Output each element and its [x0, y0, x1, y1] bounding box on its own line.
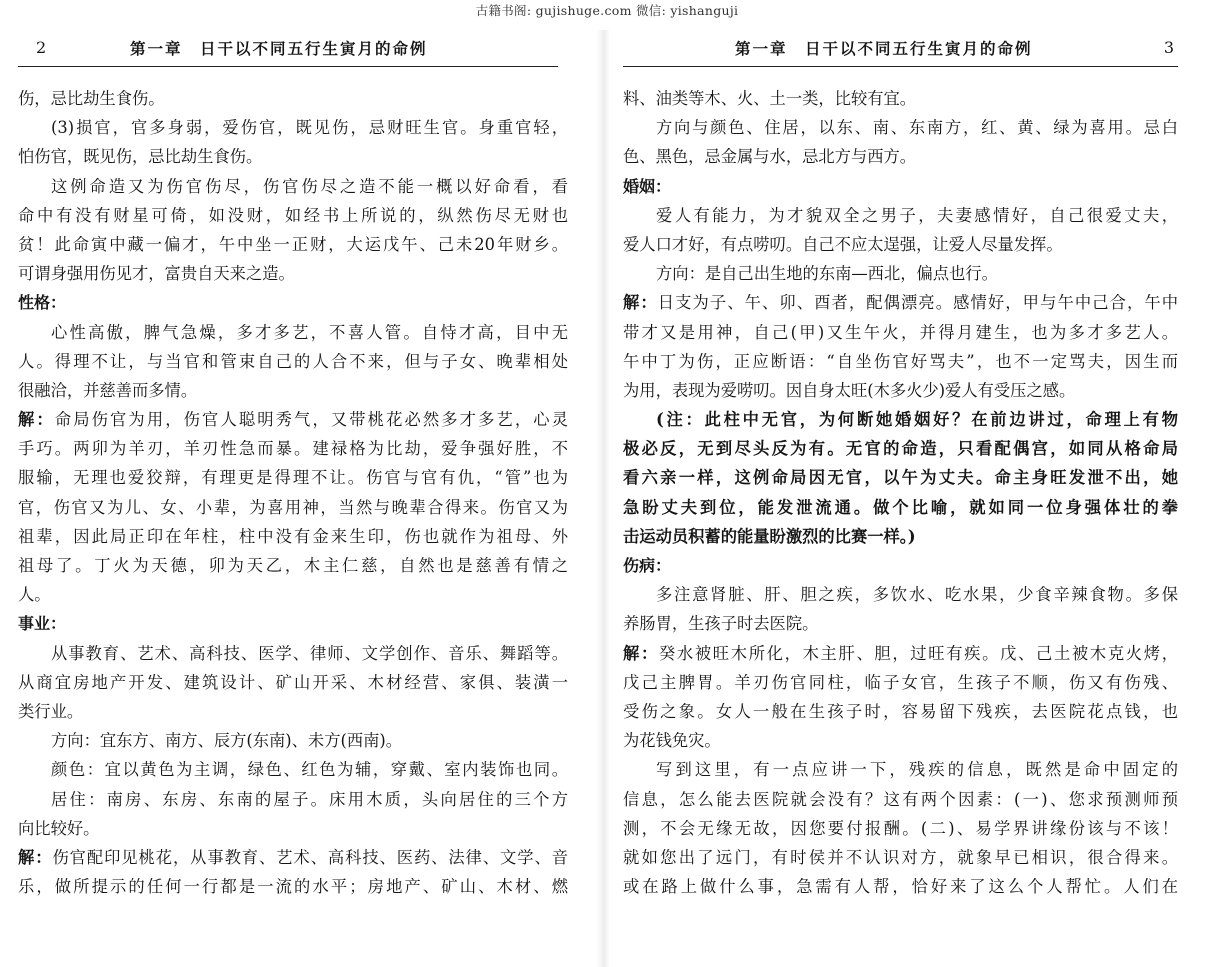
text-line: 类行业。: [18, 701, 84, 721]
text-line: 解：癸水被旺木所化，木主肝、胆，过旺有疾。戊、己土被木克火烤，: [623, 643, 1178, 663]
section-heading: 事业：: [18, 614, 67, 634]
text-line: 解：伤官配印见桃花，从事教育、艺术、高科技、医药、法律、文学、音: [18, 847, 568, 867]
text-line: 向比较好。: [18, 818, 100, 838]
note-line: 看六亲一样，这例命局因无官，以午为丈夫。命主身旺发泄不出，她: [623, 468, 1178, 488]
text-line: 从商宜房地产开发、建筑设计、矿山开采、木材经营、家俱、装潢一: [18, 672, 568, 692]
explain-label: 解：: [623, 293, 658, 313]
note-line: 极必反，无到尽头反为有。无官的命造，只看配偶宫，如同从格命局: [623, 439, 1178, 459]
text-line: 信息，怎么能去医院就会没有？这有两个因素：(一)、您求预测师预: [623, 789, 1178, 809]
text-line: 就如您出了远门，有时侯并不认识对方，就象早已相识，很合得来。: [623, 847, 1178, 867]
page-number: 2: [36, 38, 47, 57]
page-number: 3: [1163, 38, 1174, 57]
text-line: 乐，做所提示的任何一行都是一流的水平；房地产、矿山、木材、燃: [18, 877, 568, 897]
text-line: 命中有没有财星可倚，如没财，如经书上所说的，纵然伤尽无财也: [18, 205, 568, 225]
text-line: 色、黑色，忌金属与水，忌北方与西方。: [623, 147, 917, 167]
text-line: 方向：是自己出生地的东南—西北，偏点也行。: [656, 264, 998, 284]
left-page-body: [18, 84, 568, 901]
text-line: 怕伤官，既见伤，忌比劫生食伤。: [18, 147, 263, 167]
text-line: 爱人有能力，为才貌双全之男子，夫妻感情好，自己很爱丈夫，: [656, 205, 1178, 225]
right-page: [605, 0, 1214, 967]
text-line: 居住：南房、东房、东南的屋子。床用木质，头向居住的三个方: [51, 789, 568, 809]
text-line: 多注意肾脏、肝、胆之疾，多饮水、吃水果，少食辛辣食物。多保: [656, 585, 1178, 605]
note-line: (注：此柱中无官，为何断她婚姻好？在前边讲过，命理上有物: [656, 410, 1178, 430]
text-line: 解：命局伤官为用，伤官人聪明秀气，又带桃花必然多才多艺，心灵: [18, 410, 568, 430]
right-page-header: [623, 34, 1178, 67]
text-line: 祖母了。丁火为天德，卯为天乙，木主仁慈，自然也是慈善有情之: [18, 556, 568, 575]
text-line: 解：日支为子、午、卯、酉者，配偶漂亮。感情好，甲与午中己合，午中: [623, 293, 1178, 313]
text-line: 官，伤官又为儿、女、小辈，为喜用神，当然与晚辈合得来。伤官又为: [18, 497, 568, 517]
right-page-body: [623, 84, 1178, 901]
chapter-title: 第一章 日干以不同五行生寅月的命例: [735, 39, 1033, 58]
left-page: [0, 0, 605, 967]
text-line: (3)损官，官多身弱，爱伤官，既见伤，忌财旺生官。身重官轻，: [51, 118, 568, 138]
section-heading: 伤病：: [623, 556, 672, 575]
text-line: 心性高傲，脾气急燥，多才多艺，不喜人管。自恃才高，目中无: [51, 322, 568, 342]
text-line: 贫！此命寅中藏一偏才，午中坐一正财，大运戊午、己未20年财乡。: [18, 234, 568, 254]
text-line: 方向与颜色、住居，以东、南、东南方，红、黄、绿为喜用。忌白: [656, 118, 1178, 138]
note-line: 急盼丈夫到位，能发泄流通。做个比喻，就如同一位身强体壮的拳: [623, 497, 1178, 517]
left-page-header: [18, 34, 558, 67]
text-line: 测，不会无缘无故，因您要付报酬。(二)、易学界讲缘份该与不该！: [623, 818, 1178, 838]
text-line: 伤，忌比劫生食伤。: [18, 89, 165, 108]
text-line: 从事教育、艺术、高科技、医学、律师、文学创作、音乐、舞蹈等。: [51, 643, 568, 663]
text-line: 带才又是用神，自己(甲)又生午火，并得月建生，也为多才多艺人。: [623, 322, 1178, 342]
text-line: 方向：宜东方、南方、辰方(东南)、未方(西南)。: [51, 731, 403, 751]
text-line: 为用，表现为爱唠叨。因自身太旺(木多火少)爱人有受压之感。: [623, 380, 1076, 400]
text-line: 写到这里，有一点应讲一下，残疾的信息，既然是命中固定的: [656, 760, 1178, 780]
text-line: 颜色：宜以黄色为主调，绿色、红色为辅，穿戴、室内装饰也同。: [51, 760, 568, 780]
section-heading: 性格：: [18, 293, 67, 313]
text-line: 爱人口才好，有点唠叨。自己不应太逞强，让爱人尽量发挥。: [623, 234, 1063, 254]
text-line: 很融洽，并慈善而多情。: [18, 380, 198, 400]
text-line: 祖辈，因此局正印在年柱，柱中没有金来生印，伤也就作为祖母、外: [18, 526, 568, 546]
text-line: 养肠胃，生孩子时去医院。: [623, 614, 819, 634]
text-line: 手巧。两卯为羊刃，羊刃性急而暴。建禄格为比劫，爱争强好胜，不: [18, 439, 568, 459]
section-heading: 婚姻：: [623, 176, 672, 196]
watermark: 古籍书阁: gujishuge.com 微信: yishanguji: [475, 3, 739, 18]
explain-label: 解：: [623, 643, 659, 663]
text-line: 为花钱免灾。: [623, 731, 721, 751]
text-line: 受伤之象。女人一般在生孩子时，容易留下残疾，去医院花点钱，也: [623, 701, 1178, 721]
explain-label: 解：: [18, 847, 53, 867]
text-line: 人。: [18, 585, 51, 605]
text-line: 人。得理不让，与当官和管束自己的人合不来，但与子女、晚辈相处: [18, 351, 568, 371]
text-line: 这例命造又为伤官伤尽，伤官伤尽之造不能一概以好命看，看: [51, 176, 568, 196]
text-line: 午中丁为伤，正应断语：“自坐伤官好骂夫”，也不一定骂夫，因生而: [623, 351, 1178, 371]
text-line: 戊己主脾胃。羊刃伤官同柱，临子女官，生孩子不顺，伤又有伤残、: [623, 672, 1178, 692]
note-line: 击运动员积蓄的能量盼激烈的比赛一样。): [623, 526, 916, 546]
text-line: 可谓身强用伤见才，富贵自天来之造。: [18, 264, 295, 284]
explain-label: 解：: [18, 410, 55, 430]
text-line: 服输，无理也爱狡辩，有理更是得理不让。伤官与官有仇，“管”也为: [18, 468, 568, 488]
text-line: 或在路上做什么事，急需有人帮，恰好来了这么个人帮忙。人们在: [623, 877, 1178, 897]
text-line: 料、油类等木、火、土一类，比较有宜。: [623, 89, 917, 108]
chapter-title: 第一章 日干以不同五行生寅月的命例: [130, 39, 428, 58]
